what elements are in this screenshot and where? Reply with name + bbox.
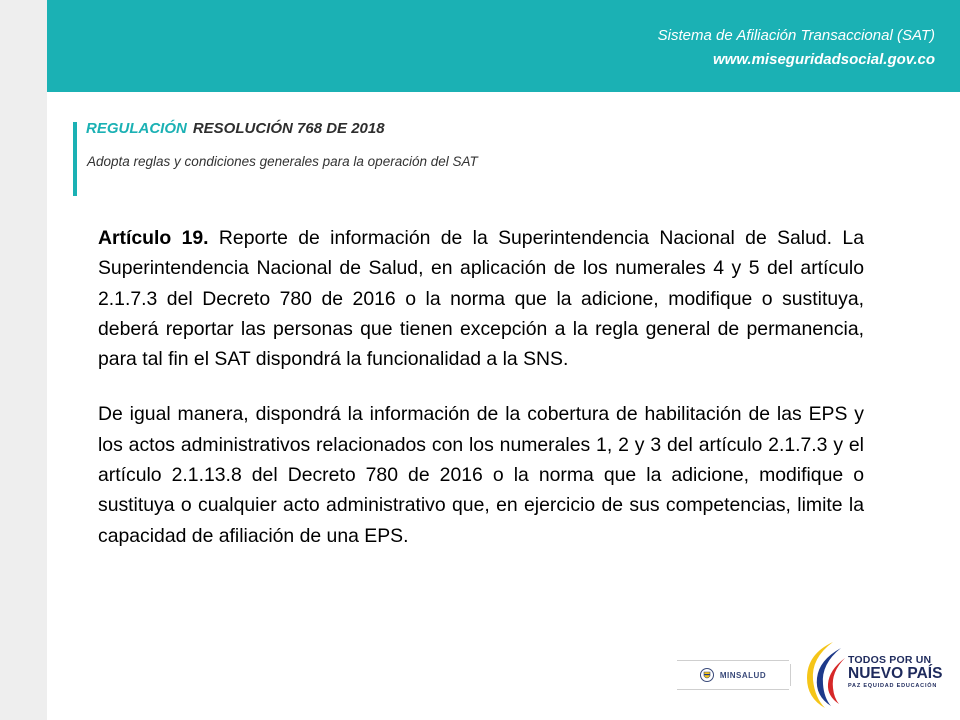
resolution-title: RESOLUCIÓN 768 DE 2018 xyxy=(192,120,385,137)
section-accent-bar xyxy=(73,122,77,196)
gov-slogan-line-2: NUEVO PAÍS xyxy=(848,665,943,682)
system-name: Sistema de Afiliación Transaccional (SAT) xyxy=(657,27,935,44)
article-number: Artículo 19. xyxy=(98,227,209,249)
article-body xyxy=(98,223,864,551)
regulation-label: REGULACIÓN xyxy=(86,120,187,137)
coat-of-arms-icon xyxy=(700,668,714,682)
left-sidebar-strip xyxy=(0,0,47,720)
header-banner xyxy=(47,0,960,92)
colombia-flag-icon xyxy=(803,640,847,710)
article-paragraph-1 xyxy=(98,223,864,374)
header-text xyxy=(658,24,935,72)
gov-slogan-line-3: PAZ EQUIDAD EDUCACIÓN xyxy=(848,683,938,689)
article-paragraph-2: De igual manera, dispondrá la información de la cobertura de habilitación de las EPS y los actos administrativos relacionados con los numerales 1, 2 y 3 del artículo 2.1.7.3 y el artículo 2.1.13.8 del Decreto 780 de 2016 o la norma que la adicione, modifique o sustituya o cualquier acto administrativo que, en ejercicio de sus competencias, limite la capacidad de afiliación de una EPS. xyxy=(98,403,864,547)
government-slogan-logo xyxy=(848,655,942,690)
article-paragraph-1-text: Reporte de información de la Superintendencia Nacional de Salud. La Superintendencia Nacional de Salud, en aplicación de los numerales 4 y 5 del artículo 2.1.7.3 del Decreto 780 de 2016 o la norma que la adicione, modifique o sustituya, deberá reportar las personas que tienen excepción a la regla general de permanencia, para tal fin el SAT dispondrá la funcionalidad a la SNS. xyxy=(98,227,864,371)
regulation-heading xyxy=(86,120,385,137)
logo-divider xyxy=(790,664,791,686)
gov-slogan-line-1: TODOS POR UN xyxy=(848,654,932,666)
minsalud-text: MINSALUD xyxy=(719,670,767,680)
website-link[interactable]: www.miseguridadsocial.gov.co xyxy=(712,51,935,68)
regulation-subtitle: Adopta reglas y condiciones generales para la operación del SAT xyxy=(87,154,478,169)
minsalud-logo xyxy=(677,660,789,690)
